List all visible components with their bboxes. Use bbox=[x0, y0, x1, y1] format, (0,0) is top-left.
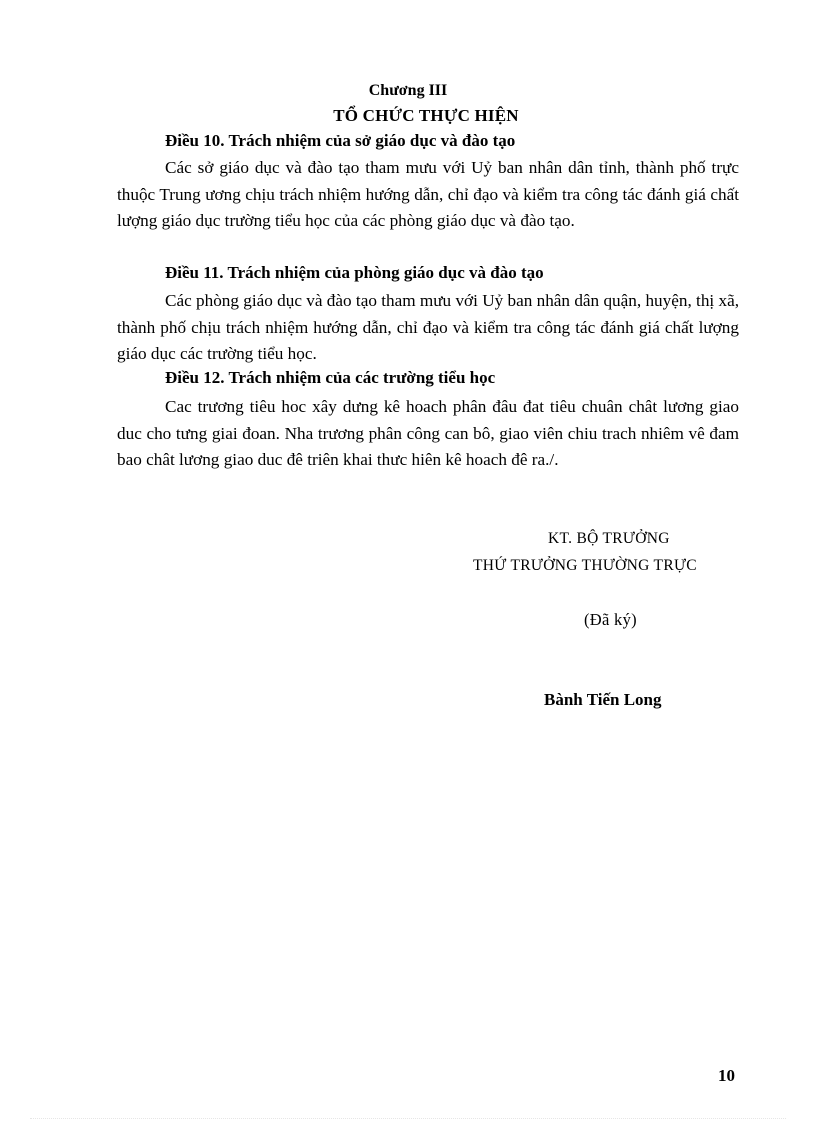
chapter-title: TỔ CHỨC THỰC HIỆN bbox=[333, 106, 519, 125]
article-12-text: Cac trương tiêu hoc xây dưng kê hoach phân đâu đat tiêu chuân chât lương giao duc cho tưng giai đoan. Nha trương phân công can bô, giao viên chiu trach nhiêm vê đam bao chât lương giao duc đê triên khai thưc hiên kê hoach đê ra./. bbox=[117, 397, 739, 469]
signatory-name: Bành Tiến Long bbox=[544, 690, 662, 709]
article-11-heading: Điều 11. Trách nhiệm của phòng giáo dục và đào tạo bbox=[165, 263, 544, 282]
chapter-label: Chương III bbox=[368, 82, 448, 99]
article-10-heading: Điều 10. Trách nhiệm của sở giáo dục và đào tạo bbox=[165, 131, 516, 150]
signature-position-line1: KT. BỘ TRƯỞNG bbox=[548, 530, 670, 547]
article-12-body bbox=[117, 394, 739, 474]
article-12-heading: Điều 12. Trách nhiệm của các trường tiểu học bbox=[165, 368, 496, 387]
article-10-text: Các sở giáo dục và đào tạo tham mưu với Uỷ ban nhân dân tỉnh, thành phố trực thuộc Trung ương chịu trách nhiệm hướng dẫn, chỉ đạo và kiểm tra công tác đánh giá chất lượng giáo dục trường tiểu học của các phòng giáo dục và đào tạo. bbox=[117, 158, 739, 230]
article-11-body bbox=[117, 288, 739, 368]
signature-signed-note: (Đã ký) bbox=[584, 610, 637, 629]
page-number: 10 bbox=[718, 1066, 735, 1085]
signature-position-line2: THỨ TRƯỞNG THƯỜNG TRỰC bbox=[473, 557, 697, 574]
article-11-text: Các phòng giáo dục và đào tạo tham mưu với Uỷ ban nhân dân quận, huyện, thị xã, thành phố chịu trách nhiệm hướng dẫn, chỉ đạo và kiểm tra công tác đánh giá chất lượng giáo dục các trường tiểu học. bbox=[117, 291, 740, 363]
article-10-body bbox=[117, 155, 739, 235]
footer-divider bbox=[30, 1118, 786, 1119]
